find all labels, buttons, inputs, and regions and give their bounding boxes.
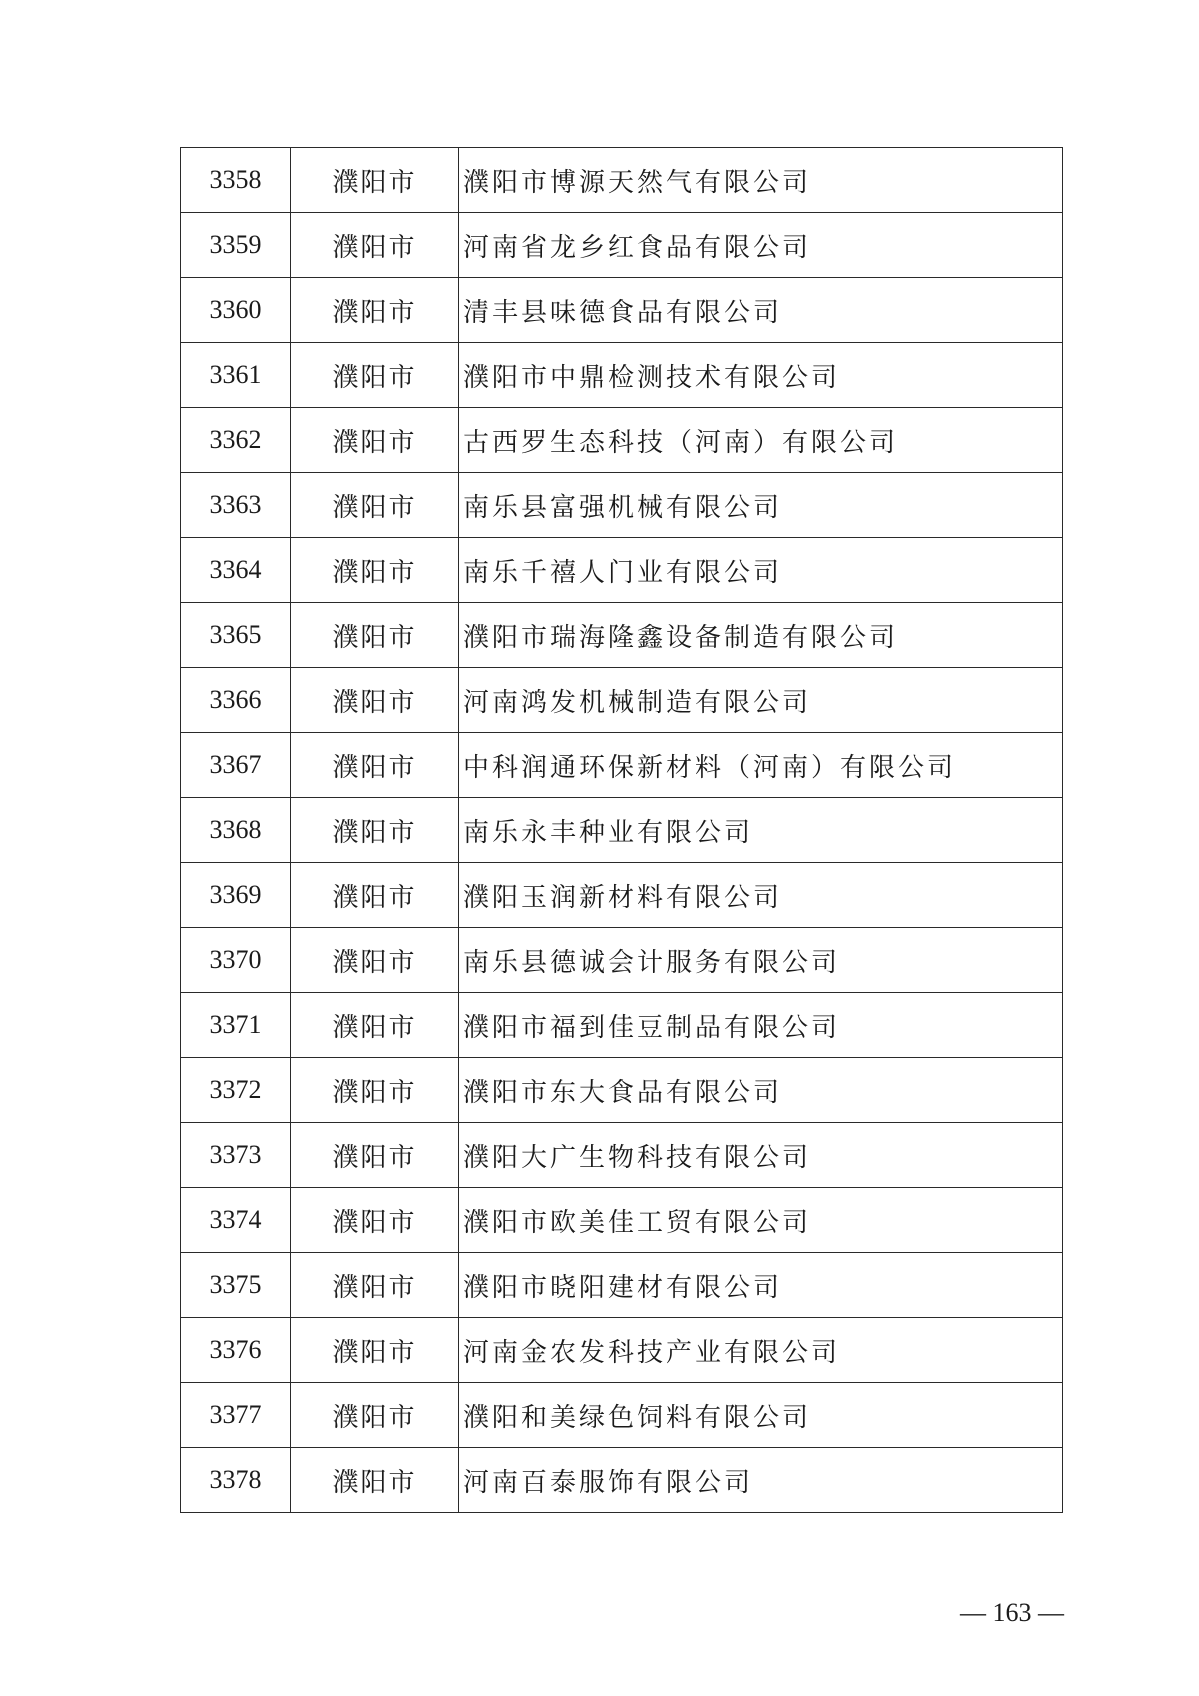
company-name-cell: 中科润通环保新材料（河南）有限公司 [459, 733, 1063, 798]
city-cell: 濮阳市 [291, 1448, 459, 1513]
row-number-cell: 3364 [181, 538, 291, 603]
table-row [181, 1318, 1063, 1383]
city-cell: 濮阳市 [291, 1253, 459, 1318]
city-cell: 濮阳市 [291, 473, 459, 538]
company-name-cell: 河南鸿发机械制造有限公司 [459, 668, 1063, 733]
row-number-cell: 3359 [181, 213, 291, 278]
table-row [181, 603, 1063, 668]
row-number-cell: 3363 [181, 473, 291, 538]
table-row [181, 993, 1063, 1058]
city-cell: 濮阳市 [291, 1058, 459, 1123]
row-number-cell: 3377 [181, 1383, 291, 1448]
city-cell: 濮阳市 [291, 733, 459, 798]
table-row [181, 928, 1063, 993]
city-cell: 濮阳市 [291, 408, 459, 473]
row-number-cell: 3372 [181, 1058, 291, 1123]
company-name-cell: 濮阳市瑞海隆鑫设备制造有限公司 [459, 603, 1063, 668]
table-row [181, 1058, 1063, 1123]
row-number-cell: 3366 [181, 668, 291, 733]
table-row [181, 668, 1063, 733]
city-cell: 濮阳市 [291, 213, 459, 278]
table-row [181, 538, 1063, 603]
company-name-cell: 河南百泰服饰有限公司 [459, 1448, 1063, 1513]
row-number-cell: 3358 [181, 148, 291, 213]
row-number-cell: 3362 [181, 408, 291, 473]
table-row [181, 1253, 1063, 1318]
city-cell: 濮阳市 [291, 1123, 459, 1188]
company-name-cell: 南乐县德诚会计服务有限公司 [459, 928, 1063, 993]
company-name-cell: 南乐永丰种业有限公司 [459, 798, 1063, 863]
table-row [181, 1123, 1063, 1188]
company-name-cell: 濮阳大广生物科技有限公司 [459, 1123, 1063, 1188]
row-number-cell: 3374 [181, 1188, 291, 1253]
company-name-cell: 濮阳玉润新材料有限公司 [459, 863, 1063, 928]
table-row [181, 798, 1063, 863]
company-name-cell: 濮阳市东大食品有限公司 [459, 1058, 1063, 1123]
row-number-cell: 3370 [181, 928, 291, 993]
company-name-cell: 河南金农发科技产业有限公司 [459, 1318, 1063, 1383]
company-name-cell: 南乐千禧人门业有限公司 [459, 538, 1063, 603]
city-cell: 濮阳市 [291, 278, 459, 343]
city-cell: 濮阳市 [291, 668, 459, 733]
city-cell: 濮阳市 [291, 928, 459, 993]
company-list-table [180, 147, 1063, 1513]
city-cell: 濮阳市 [291, 343, 459, 408]
page-number: — 163 — [960, 1598, 1064, 1627]
city-cell: 濮阳市 [291, 148, 459, 213]
table-row [181, 343, 1063, 408]
table-row [181, 1188, 1063, 1253]
city-cell: 濮阳市 [291, 603, 459, 668]
row-number-cell: 3369 [181, 863, 291, 928]
company-name-cell: 河南省龙乡红食品有限公司 [459, 213, 1063, 278]
company-name-cell: 濮阳市晓阳建材有限公司 [459, 1253, 1063, 1318]
table-row [181, 408, 1063, 473]
company-name-cell: 濮阳市中鼎检测技术有限公司 [459, 343, 1063, 408]
row-number-cell: 3378 [181, 1448, 291, 1513]
company-name-cell: 南乐县富强机械有限公司 [459, 473, 1063, 538]
city-cell: 濮阳市 [291, 798, 459, 863]
table-row [181, 863, 1063, 928]
row-number-cell: 3373 [181, 1123, 291, 1188]
city-cell: 濮阳市 [291, 863, 459, 928]
table-row [181, 213, 1063, 278]
city-cell: 濮阳市 [291, 993, 459, 1058]
row-number-cell: 3368 [181, 798, 291, 863]
city-cell: 濮阳市 [291, 538, 459, 603]
row-number-cell: 3361 [181, 343, 291, 408]
company-name-cell: 古西罗生态科技（河南）有限公司 [459, 408, 1063, 473]
row-number-cell: 3367 [181, 733, 291, 798]
table-body [181, 148, 1063, 1513]
city-cell: 濮阳市 [291, 1188, 459, 1253]
table-row [181, 733, 1063, 798]
city-cell: 濮阳市 [291, 1383, 459, 1448]
company-name-cell: 濮阳市福到佳豆制品有限公司 [459, 993, 1063, 1058]
table-row [181, 278, 1063, 343]
row-number-cell: 3376 [181, 1318, 291, 1383]
row-number-cell: 3375 [181, 1253, 291, 1318]
row-number-cell: 3365 [181, 603, 291, 668]
table-row [181, 473, 1063, 538]
city-cell: 濮阳市 [291, 1318, 459, 1383]
table-row [181, 148, 1063, 213]
table-row [181, 1448, 1063, 1513]
row-number-cell: 3371 [181, 993, 291, 1058]
company-name-cell: 濮阳市博源天然气有限公司 [459, 148, 1063, 213]
row-number-cell: 3360 [181, 278, 291, 343]
company-name-cell: 清丰县味德食品有限公司 [459, 278, 1063, 343]
company-name-cell: 濮阳市欧美佳工贸有限公司 [459, 1188, 1063, 1253]
company-name-cell: 濮阳和美绿色饲料有限公司 [459, 1383, 1063, 1448]
table-row [181, 1383, 1063, 1448]
